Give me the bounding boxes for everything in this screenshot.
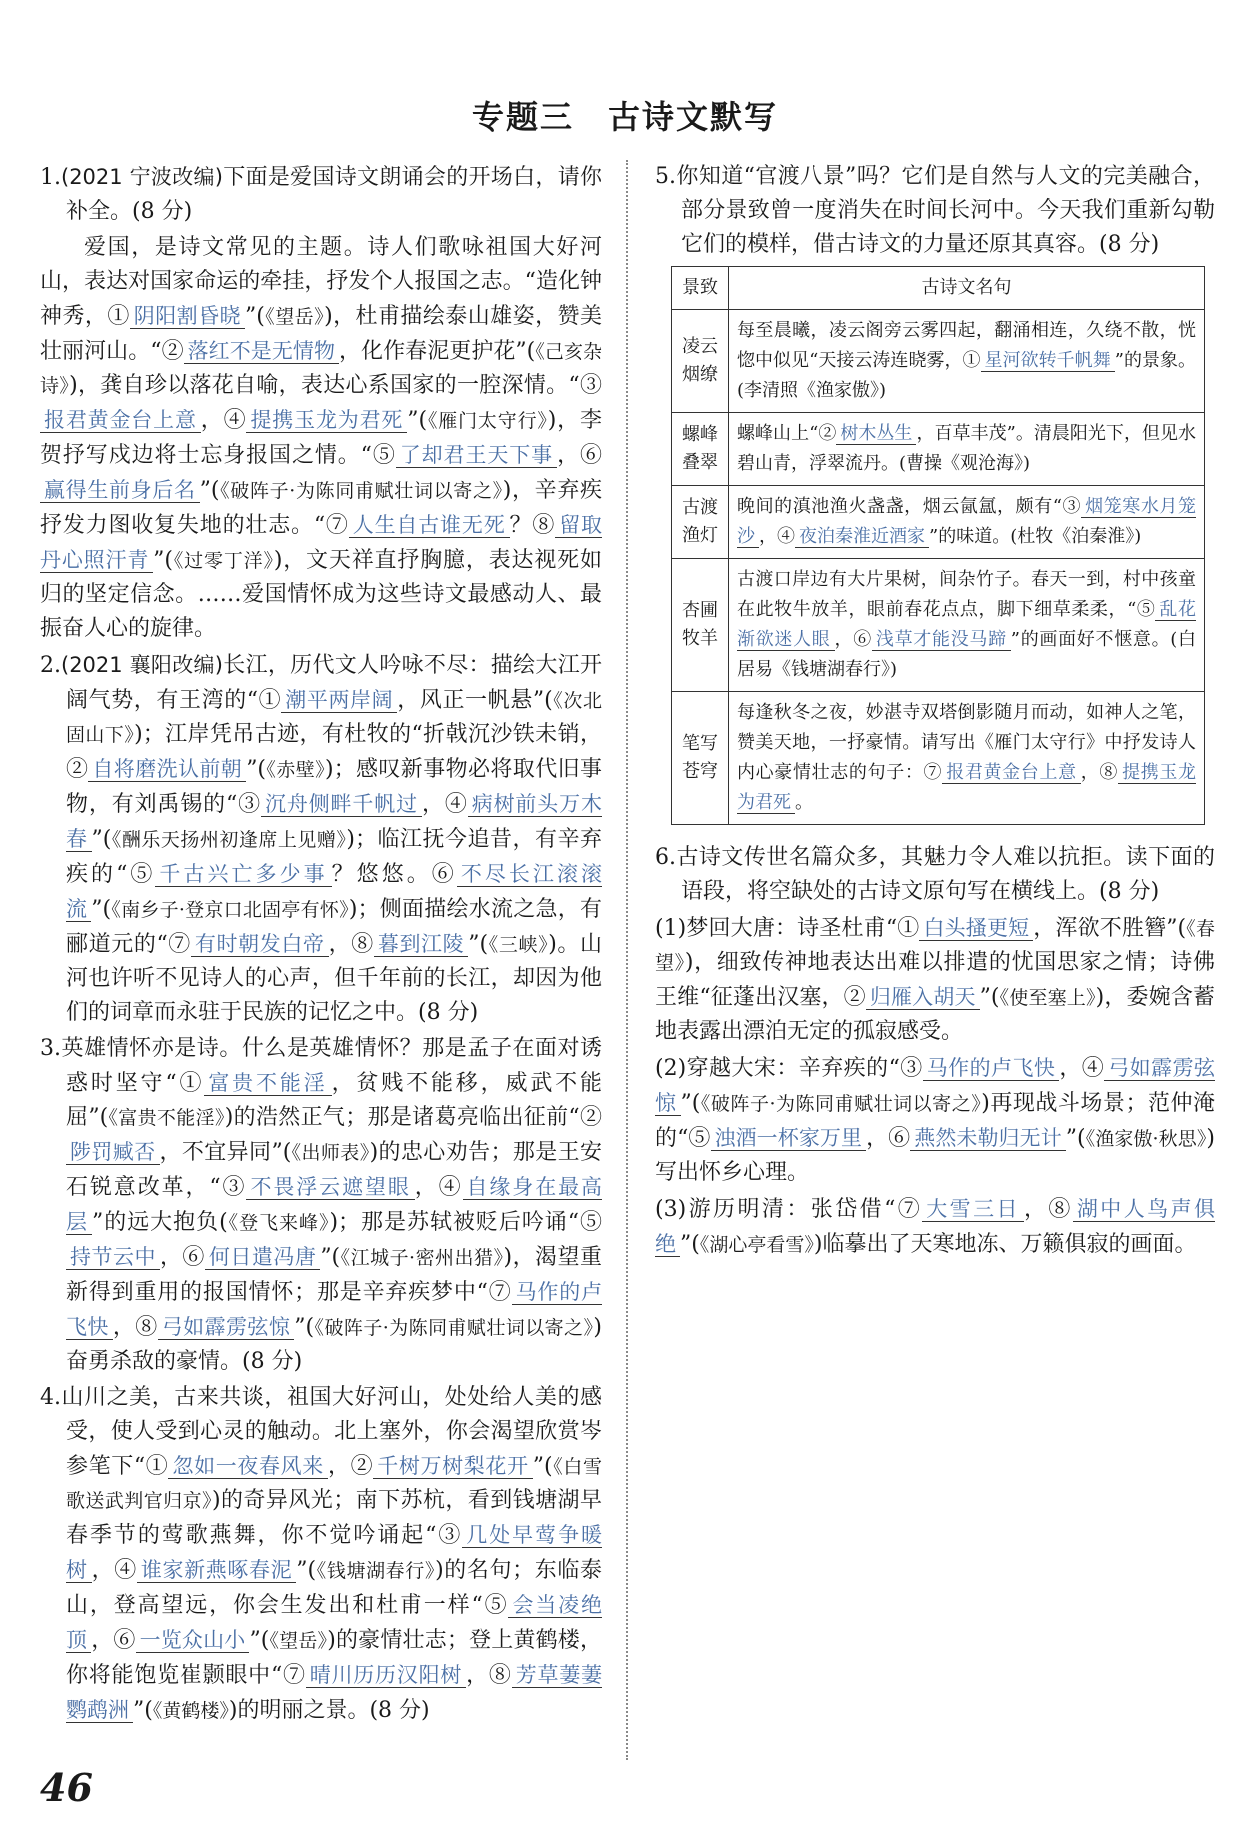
scene-name: 古渡渔灯	[672, 486, 729, 559]
answer-blank: 暮到江陵	[374, 932, 468, 957]
question-2: 2.(2021 襄阳改编)长江，历代文人吟咏不尽：描绘大江开阔气势，有王湾的“① 潮平两岸阔 ，风正一帆悬”(《次北固山下》)；江岸凭吊古迹，有杜牧的“折戟沉沙铁未销，② 自将磨洗认前朝 ”(《赤壁》)；感叹新事物必将取代旧事物，有刘禹锡的“③ 沉舟侧畔千帆过 ，④ 病树前头万木春 ”(《酬乐天扬州初逢席上见赠》)；临江抚今追昔，有辛弃疾的“⑤ 千古兴亡多少事 ？悠悠。⑥ 不尽长江滚滚流 ”(《南乡子·登京口北固亭有怀》)；侧面描绘水流之急，有郦道元的“⑦ 有时朝发白帝 ，⑧ 暮到江陵 ”(《三峡》)。山河也许听不见诗人的心声，但千年前的长江，却因为他们的词章而永驻于民族的记忆之中。(8 分)	[40, 653, 603, 1025]
answer-blank: 大雪三日	[922, 1197, 1024, 1222]
question-stem: 下面是爱国诗文朗诵会的开场白，请你补全。(8 分)	[66, 165, 602, 224]
answer-blank: 千古兴亡多少事	[155, 862, 331, 887]
question-number: 2.	[40, 653, 61, 678]
answer-blank: 提携玉龙为君死	[737, 762, 1197, 813]
question-5	[655, 160, 1215, 262]
table-header-row	[672, 267, 1205, 310]
answer-blank: 持节云中	[66, 1245, 160, 1270]
left-column	[40, 160, 602, 1728]
question-number: 1.	[40, 165, 61, 190]
answer-blank: 白头搔更短	[919, 916, 1033, 941]
answer-blank: 晴川历历汉阳树	[306, 1663, 466, 1688]
answer-blank: 赢得生前身后名	[40, 478, 200, 503]
table-header-lines: 古诗文名句	[729, 267, 1205, 310]
answer-blank: 报君黄金台上意	[942, 762, 1081, 784]
answer-blank: 病树前头万木春	[66, 792, 603, 851]
answer-blank: 阴阳割昏晓	[130, 304, 245, 329]
answer-blank: 浅草才能没马蹄	[872, 629, 1011, 651]
answer-blank: 夜泊秦淮近酒家	[795, 526, 929, 548]
question-6	[655, 841, 1215, 909]
scene-text: 晚间的滇池渔火盏盏，烟云氤氲，颇有“③ 烟笼寒水月笼沙 ，④ 夜泊秦淮近酒家 ”的味道。(杜牧《泊秦淮》)	[729, 486, 1205, 559]
answer-blank: 有时朝发白帝	[191, 932, 329, 957]
question-6-part-2: (2)穿越大宋：辛弃疾的“③ 马作的卢飞快 ，④ 弓如霹雳弦惊 ”(《破阵子·为陈同甫赋壮词以寄之》)再现战斗场景；范仲淹的“⑤ 浊酒一杯家万里 ，⑥ 燕然未勒归无计 ”(《渔家傲·秋思》)写出怀乡心理。	[655, 1056, 1216, 1185]
answer-blank: 会当凌绝顶	[66, 1593, 603, 1652]
answer-blank: 浊酒一杯家万里	[711, 1126, 867, 1151]
table-row	[672, 310, 1205, 413]
page-title: 专题三 古诗文默写	[471, 98, 778, 136]
table-row	[672, 486, 1205, 559]
answer-blank: 谁家新燕啄春泥	[137, 1558, 296, 1583]
scene-name: 凌云烟缭	[672, 310, 729, 413]
scenery-table	[671, 266, 1205, 825]
scene-text: 螺峰山上“② 树木丛生 ，百草丰茂”。清晨阳光下，但见水碧山青，浮翠流丹。(曹操《观沧海》)	[729, 413, 1205, 486]
answer-blank: 沉舟侧畔千帆过	[261, 792, 422, 817]
answer-blank: 燕然未勒归无计	[910, 1126, 1066, 1151]
answer-blank: 自缘身在最高层	[66, 1175, 603, 1234]
question-6-part-3: (3)游历明清：张岱借“⑦ 大雪三日 ，⑧ 湖中人鸟声俱绝 ”(《湖心亭看雪》)临摹出了天寒地冻、万籁俱寂的画面。	[655, 1197, 1216, 1257]
answer-blank: 千树万树梨花开	[373, 1454, 532, 1479]
answer-blank: 留取丹心照汗青	[40, 513, 603, 572]
answer-blank: 落红不是无情物	[184, 339, 339, 364]
scene-text: 古渡口岸边有大片果树，间杂竹子。春天一到，村中孩童在此牧牛放羊，眼前春花点点，脚下细草柔柔，“⑤ 乱花渐欲迷人眼 ，⑥ 浅草才能没马蹄 ”的画面好不惬意。(白居易《钱塘湖春行》)	[729, 559, 1205, 692]
answer-blank: 马作的卢飞快	[923, 1056, 1060, 1081]
answer-blank: 人生自古谁无死	[349, 513, 510, 538]
question-3: 3.英雄情怀亦是诗。什么是英雄情怀？那是孟子在面对诱惑时坚守“① 富贵不能淫 ，贫贱不能移，威武不能屈”(《富贵不能淫》)的浩然正气；那是诸葛亮临出征前“②陟罚臧否 ，不宜异同”(《出师表》)的忠心劝告；那是王安石锐意改革，“③ 不畏浮云遮望眼 ，④ 自缘身在最高层 ”的远大抱负(《登飞来峰》)；那是苏轼被贬后吟诵“⑤持节云中 ，⑥ 何日遣冯唐 ”(《江城子·密州出猎》)，渴望重新得到重用的报国情怀；那是辛弃疾梦中“⑦ 马作的卢飞快 ，⑧ 弓如霹雳弦惊 ”(《破阵子·为陈同甫赋壮词以寄之》)奋勇杀敌的豪情。(8 分)	[40, 1036, 603, 1374]
answer-blank: 马作的卢飞快	[66, 1280, 603, 1339]
answer-blank: 忽如一夜春风来	[168, 1454, 327, 1479]
right-column	[655, 160, 1215, 1262]
answer-blank: 烟笼寒水月笼沙	[737, 496, 1196, 547]
question-number: 3.	[40, 1036, 61, 1061]
answer-blank: 自将磨洗认前朝	[88, 757, 246, 782]
question-4: 4.山川之美，古来共谈，祖国大好河山，处处给人美的感受，使人受到心灵的触动。北上塞外，你会渴望欣赏岑参笔下“① 忽如一夜春风来 ，② 千树万树梨花开 ”(《白雪歌送武判官归京》)的奇异风光；南下苏杭，看到钱塘湖早春季节的莺歌燕舞，你不觉吟诵起“③ 几处早莺争暖树 ，④ 谁家新燕啄春泥 ”(《钱塘湖春行》)的名句；东临泰山，登高望远，你会生发出和杜甫一样“⑤ 会当凌绝顶 ，⑥ 一览众山小 ”(《望岳》)的豪情壮志；登上黄鹤楼，你将能饱览崔颢眼中“⑦ 晴川历历汉阳树 ，⑧ 芳草萋萋鹦鹉洲 ”(《黄鹤楼》)的明丽之景。(8 分)	[40, 1385, 603, 1723]
answer-blank: 报君黄金台上意	[40, 408, 201, 433]
question-number: 6.	[655, 845, 676, 870]
answer-blank: 提携玉龙为君死	[246, 408, 407, 433]
scene-text: 每逢秋冬之夜，妙湛寺双塔倒影随月而动，如神人之笔，赞美天地，一抒豪情。请写出《雁门太守行》中抒发诗人内心豪情壮志的句子：⑦ 报君黄金台上意 ，⑧ 提携玉龙为君死 。	[729, 692, 1205, 825]
answer-blank: 一览众山小	[136, 1628, 250, 1653]
source-tag: (2021 襄阳改编)	[61, 653, 223, 677]
table-header-scene: 景致	[672, 267, 729, 310]
answer-blank: 芳草萋萋鹦鹉洲	[66, 1663, 603, 1722]
answer-blank: 星河欲转千帆舞	[981, 350, 1115, 372]
answer-blank: 了却君王天下事	[396, 443, 557, 468]
answer-blank: 弓如霹雳弦惊	[655, 1056, 1215, 1115]
question-6-part-1: (1)梦回大唐：诗圣杜甫“① 白头搔更短 ，浑欲不胜簪”(《春望》)，细致传神地表达出难以排遣的忧国思家之情；诗佛王维“征蓬出汉塞，② 归雁入胡天 ”(《使至塞上》)，委婉含蓄地表露出漂泊无定的孤寂感受。	[655, 916, 1215, 1044]
scene-name: 杏圃牧羊	[672, 559, 729, 692]
source-tag: (2021 宁波改编)	[61, 165, 223, 189]
table-row	[672, 692, 1205, 825]
question-number: 5.	[655, 164, 676, 189]
page-number: 46	[40, 1765, 93, 1810]
answer-blank: 弓如霹雳弦惊	[158, 1315, 295, 1340]
answer-blank: 乱花渐欲迷人眼	[737, 599, 1196, 650]
question-stem: 古诗文传世名篇众多，其魅力令人难以抗拒。读下面的语段，将空缺处的古诗文原句写在横线上。(8 分)	[676, 845, 1215, 904]
question-1	[40, 160, 602, 229]
scene-name: 螺峰叠翠	[672, 413, 729, 486]
question-stem: 你知道“官渡八景”吗？它们是自然与人文的完美融合，部分景致曾一度消失在时间长河中。今天我们重新勾勒它们的模样，借古诗文的力量还原其真容。(8 分)	[676, 164, 1215, 257]
answer-blank: 湖中人鸟声俱绝	[655, 1197, 1216, 1256]
answer-blank: 潮平两岸阔	[281, 688, 397, 713]
answer-blank: 富贵不能淫	[204, 1071, 331, 1096]
table-row	[672, 559, 1205, 692]
scene-text: 每至晨曦，凌云阁旁云雾四起，翻涌相连，久绕不散，恍惚中似见“天接云涛连晓雾，① 星河欲转千帆舞 ”的景象。(李清照《渔家傲》)	[729, 310, 1205, 413]
answer-blank: 陟罚臧否	[66, 1140, 160, 1165]
answer-blank: 不尽长江滚滚流	[66, 862, 603, 921]
table-row	[672, 413, 1205, 486]
question-1-passage: 爱国，是诗文常见的主题。诗人们歌咏祖国大好河山，表达对国家命运的牵挂，抒发个人报国之志。“造化钟神秀，① 阴阳割昏晓 ”(《望岳》)，杜甫描绘泰山雄姿，赞美壮丽河山。“② 落红不是无情物 ，化作春泥更护花”(《己亥杂诗》)，龚自珍以落花自喻，表达心系国家的一腔深情。“③报君黄金台上意 ，④ 提携玉龙为君死 ”(《雁门太守行》)，李贺抒写戍边将士忘身报国之情。“⑤ 了却君王天下事 ，⑥赢得生前身后名 ”(《破阵子·为陈同甫赋壮词以寄之》)，辛弃疾抒发力图收复失地的壮志。“⑦ 人生自古谁无死 ？⑧ 留取丹心照汗青 ”(《过零丁洋》)，文天祥直抒胸臆，表达视死如归的坚定信念。……爱国情怀成为这些诗文最感动人、最振奋人心的旋律。	[40, 235, 603, 641]
column-divider	[626, 160, 628, 1760]
question-number: 4.	[40, 1385, 61, 1410]
answer-blank: 几处早莺争暖树	[66, 1523, 603, 1582]
answer-blank: 不畏浮云遮望眼	[246, 1175, 414, 1200]
answer-blank: 归雁入胡天	[866, 985, 980, 1010]
answer-blank: 树木丛生	[836, 423, 916, 445]
answer-blank: 何日遣冯唐	[205, 1245, 320, 1270]
scene-name: 笔写苍穹	[672, 692, 729, 825]
